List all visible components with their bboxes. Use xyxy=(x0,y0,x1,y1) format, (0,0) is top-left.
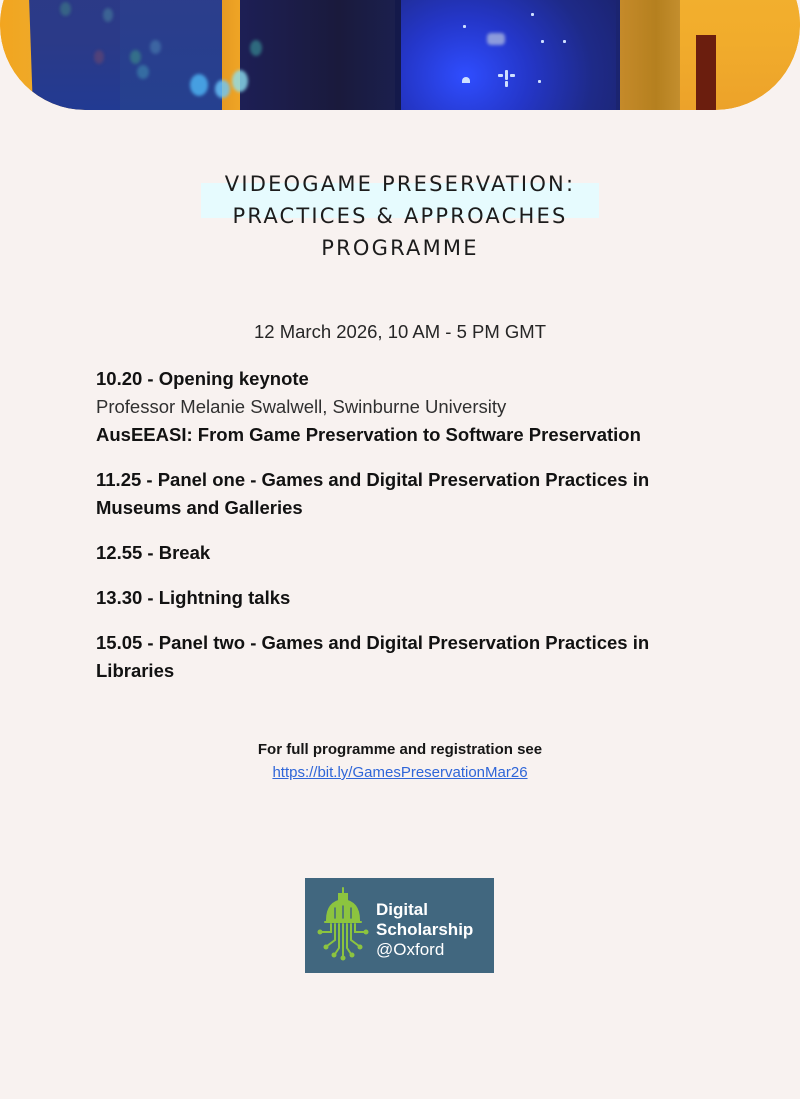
registration-text: For full programme and registration see xyxy=(257,741,543,758)
digital-scholarship-oxford-logo xyxy=(305,878,494,973)
schedule-item-heading: 11.25 - Panel one - Games and Digital Preservation Practices in Museums and Galleries xyxy=(96,469,650,518)
schedule-item-heading: 10.20 - Opening keynote xyxy=(96,368,309,389)
title-line-2: PRACTICES & APPROACHES xyxy=(232,204,568,228)
schedule-item-panel-one xyxy=(96,466,716,522)
page-title xyxy=(0,168,800,264)
schedule-item-talk-title: AusEEASI: From Game Preservation to Software Preservation xyxy=(96,424,641,445)
registration-link[interactable]: https://bit.ly/GamesPreservationMar26 xyxy=(272,764,528,781)
schedule-item-keynote xyxy=(96,365,716,449)
header-banner-image xyxy=(0,0,800,110)
schedule-item-speaker: Professor Melanie Swalwell, Swinburne University xyxy=(96,396,507,417)
title-line-1: VIDEOGAME PRESERVATION: xyxy=(224,172,576,196)
schedule-item-heading: 15.05 - Panel two - Games and Digital Preservation Practices in Libraries xyxy=(96,632,650,681)
registration-info xyxy=(0,738,800,784)
dome-circuit-icon xyxy=(313,884,373,964)
title-line-3: PROGRAMME xyxy=(321,236,479,260)
schedule-item-break xyxy=(96,539,716,567)
schedule-list xyxy=(96,365,716,685)
schedule-item-heading: 13.30 - Lightning talks xyxy=(96,587,291,608)
schedule-item-heading: 12.55 - Break xyxy=(96,542,211,563)
logo-text: Digital Scholarship @Oxford xyxy=(376,900,474,959)
schedule-item-panel-two xyxy=(96,629,716,685)
schedule-item-lightning-talks xyxy=(96,584,716,612)
event-date: 12 March 2026, 10 AM - 5 PM GMT xyxy=(254,321,546,342)
